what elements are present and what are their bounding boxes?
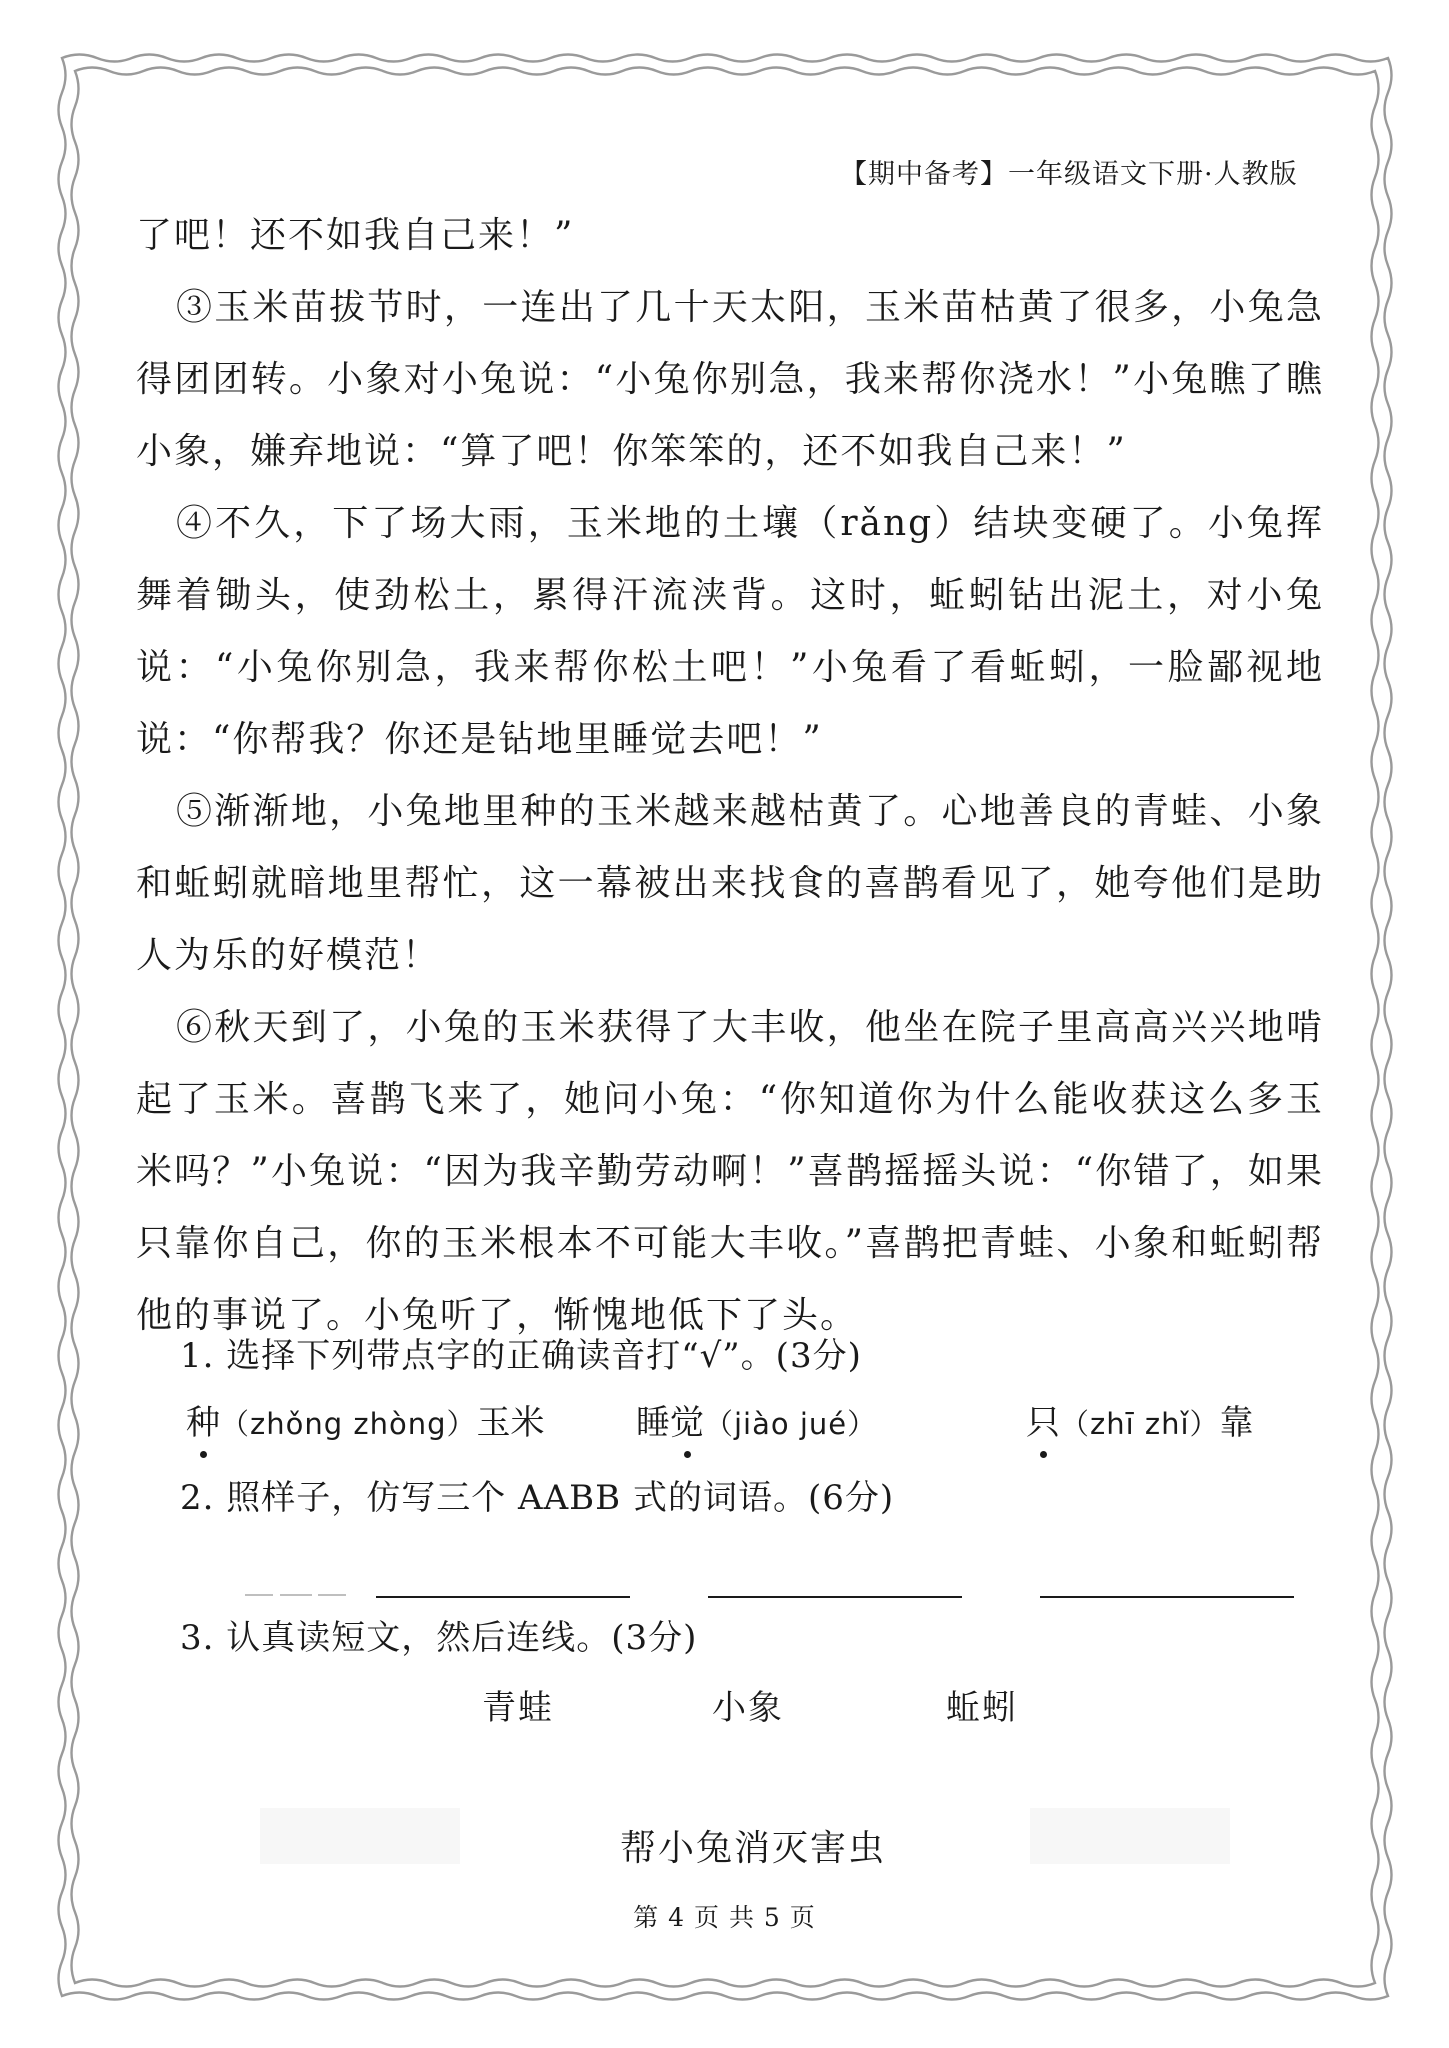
answer-blank-1[interactable] — [376, 1596, 630, 1598]
answer-blank-2[interactable] — [708, 1596, 962, 1598]
pinyin-options[interactable]: （zhǒng zhòng） — [220, 1407, 477, 1441]
animal-earthworm[interactable]: 蚯蚓 — [946, 1688, 1018, 1728]
faint-answer-area-right — [1030, 1808, 1230, 1864]
paragraph-3: ③玉米苗拔节时，一连出了几十天太阳，玉米苗枯黄了很多，小兔急得团团转。小象对小兔说：“小兔你别急，我来帮你浇水！”小兔瞧了瞧小象，嫌弃地说：“算了吧！你笨笨的，还不如我自己来！” — [136, 287, 1324, 472]
paragraph-6: ⑥秋天到了，小兔的玉米获得了大丰收，他坐在院子里高高兴兴地啃起了玉米。喜鹊飞来了，她问小兔：“你知道你为什么能收获这么多玉米吗？”小兔说：“因为我辛勤劳动啊！”喜鹊摇摇头说：“你错了，如果只靠你自己，你的玉米根本不可能大丰收。”喜鹊把青蛙、小象和蚯蚓帮他的事说了。小兔听了，惭愧地低下了头。 — [136, 1007, 1324, 1336]
pinyin-item-zhong — [186, 1395, 544, 1444]
paragraph-4: ④不久，下了场大雨，玉米地的土壤（rǎng）结块变硬了。小兔挥舞着锄头，使劲松土，累得汗流浃背。这时，蚯蚓钻出泥土，对小兔说：“小兔你别急，我来帮你松土吧！”小兔看了看蚯蚓，一脸鄙视地说：“你帮我？你还是钻地里睡觉去吧！” — [136, 503, 1324, 760]
pinyin-options[interactable]: （jiào jué） — [704, 1407, 878, 1441]
question-1: 1. 选择下列带点字的正确读音打“√”。(3分) — [180, 1336, 862, 1376]
pinyin-item-prefix: 睡 — [636, 1403, 670, 1443]
page-header: 【期中备考】一年级语文下册·人教版 — [840, 159, 1298, 190]
faint-answer-area-left — [260, 1808, 460, 1864]
question-2: 2. 照样子，仿写三个 AABB 式的词语。(6分) — [180, 1478, 895, 1518]
sample-answer-blank — [205, 1580, 365, 1610]
paragraph-5: ⑤渐渐地，小兔地里种的玉米越来越枯黄了。心地善良的青蛙、小象和蚯蚓就暗地里帮忙，这一幕被出来找食的喜鹊看见了，她夸他们是助人为乐的好模范！ — [136, 791, 1324, 976]
pinyin-item-zhi — [1026, 1395, 1254, 1444]
dotted-char: 种 — [186, 1395, 220, 1444]
dotted-char: 觉 — [670, 1395, 704, 1444]
animal-frog[interactable]: 青蛙 — [482, 1688, 554, 1728]
answer-blank-3[interactable] — [1040, 1596, 1294, 1598]
dotted-char: 只 — [1026, 1395, 1060, 1444]
paragraph-2-tail: 了吧！还不如我自己来！” — [136, 215, 575, 256]
pinyin-options[interactable]: （zhī zhǐ） — [1060, 1407, 1220, 1441]
animal-elephant[interactable]: 小象 — [712, 1688, 784, 1728]
match-task[interactable]: 帮小兔消灭害虫 — [620, 1828, 887, 1869]
pinyin-item-suffix: 玉米 — [476, 1403, 545, 1443]
page-number: 第 4 页 共 5 页 — [633, 1903, 816, 1932]
pinyin-item-jue — [636, 1395, 877, 1444]
pinyin-item-suffix: 靠 — [1219, 1403, 1254, 1443]
question-3: 3. 认真读短文，然后连线。(3分) — [180, 1618, 698, 1658]
